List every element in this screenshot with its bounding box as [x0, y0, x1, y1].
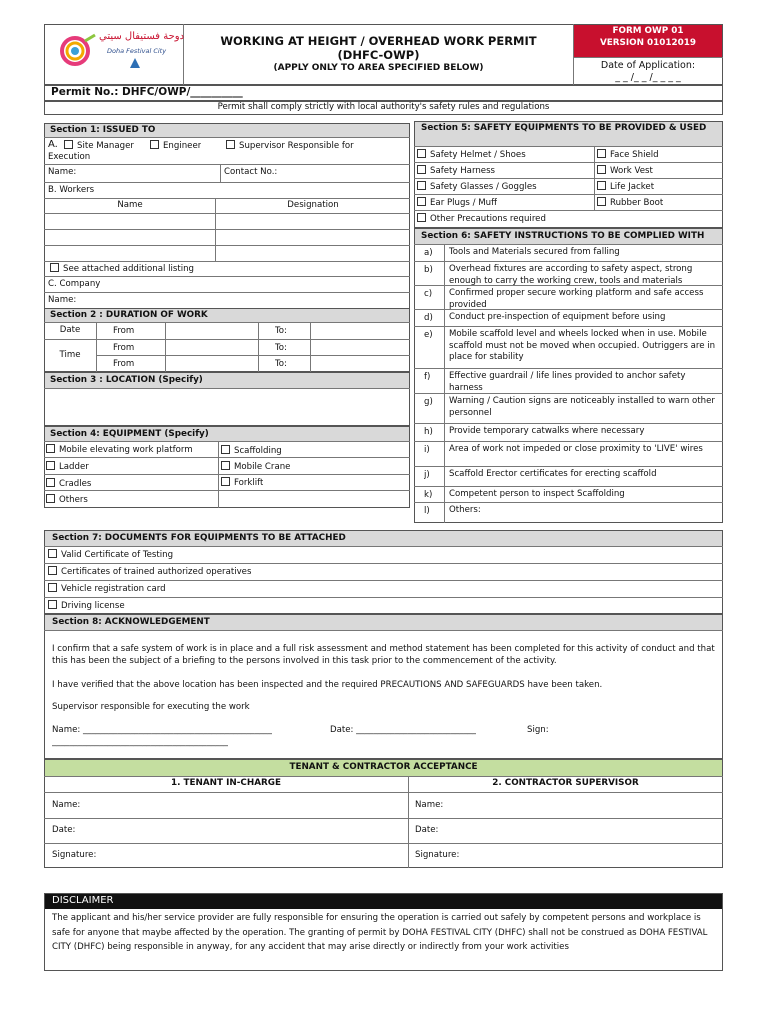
instruction-key: c) [424, 289, 433, 299]
equipment-scaffolding[interactable]: Scaffolding [221, 445, 282, 456]
ppe-face-shield[interactable]: Face Shield [597, 149, 659, 160]
instruction-text: Overhead fixtures are according to safety aspect, strong enough to carry the working crew, tools and materials [449, 264, 693, 286]
workers-col-name: Name [117, 200, 143, 210]
section1-title: Section 1: ISSUED TO [50, 125, 156, 135]
acceptance-title: TENANT & CONTRACTOR ACCEPTANCE [289, 762, 478, 772]
instruction-key: b) [424, 265, 433, 275]
checkbox[interactable] [417, 197, 426, 206]
checkbox[interactable] [48, 600, 57, 609]
instruction-key: e) [424, 330, 433, 340]
instruction-text: Warning / Caution signs are noticeably installed to warn other personnel [449, 396, 715, 418]
checkbox[interactable] [221, 445, 230, 454]
section2-title: Section 2 : DURATION OF WORK [50, 310, 208, 320]
ppe-safety-harness[interactable]: Safety Harness [417, 165, 495, 176]
disclaimer-title: DISCLAIMER [52, 895, 114, 906]
instruction-key: h) [424, 427, 433, 437]
tenant-date-field[interactable]: Date: [52, 825, 76, 835]
instruction-key: l) [424, 506, 430, 516]
date-from-label: From [113, 326, 135, 336]
contractor-date-field[interactable]: Date: [415, 825, 439, 835]
time-to-label: To: [275, 343, 287, 353]
section3-title: Section 3 : LOCATION (Specify) [50, 375, 203, 385]
equipment-forklift[interactable]: Forklift [221, 477, 263, 488]
equipment-cradles[interactable]: Cradles [46, 478, 91, 489]
checkbox[interactable] [46, 444, 55, 453]
checkbox[interactable] [417, 149, 426, 158]
checkbox[interactable] [417, 165, 426, 174]
checkbox[interactable] [597, 149, 606, 158]
checkbox[interactable] [221, 461, 230, 470]
supervisor-statement: Supervisor responsible for executing the work [52, 702, 250, 712]
checkbox[interactable] [48, 566, 57, 575]
instruction-key: g) [424, 397, 433, 407]
ppe-helmet-shoes[interactable]: Safety Helmet / Shoes [417, 149, 526, 160]
checkbox[interactable] [417, 181, 426, 190]
supervisor-checkbox[interactable] [226, 140, 235, 149]
form-code: (DHFC-OWP) [337, 48, 420, 62]
form-version: VERSION 01012019 [599, 38, 697, 48]
tenant-signature-field[interactable]: Signature: [52, 850, 97, 860]
checkbox[interactable] [597, 165, 606, 174]
instruction-text: Others: [449, 505, 481, 515]
disclaimer-header-bar [45, 894, 722, 909]
contractor-signature-field[interactable]: Signature: [415, 850, 460, 860]
engineer-option[interactable]: Engineer [150, 140, 201, 151]
ppe-glasses-goggles[interactable]: Safety Glasses / Goggles [417, 181, 537, 192]
instruction-text: Area of work not impeded or close proximity to 'LIVE' wires [449, 444, 703, 454]
equipment-ladder[interactable]: Ladder [46, 461, 89, 472]
contractor-name-field[interactable]: Name: [415, 800, 444, 810]
company-name-field[interactable]: Name: [48, 295, 77, 305]
supervisor-name-field[interactable]: Name: ____________________________________________ [52, 725, 273, 735]
supervisor-sign-field[interactable]: _________________________________________ [52, 737, 229, 747]
instruction-text: Provide temporary catwalks where necessary [449, 426, 645, 436]
company-logo: دوحة فستيفال سيتي Doha Festival City [55, 27, 180, 79]
instruction-text: Scaffold Erector certificates for erecting scaffold [449, 469, 657, 479]
doc-vehicle-registration[interactable]: Vehicle registration card [48, 583, 166, 594]
compliance-note: Permit shall comply strictly with local authority's safety rules and regulations [217, 102, 550, 112]
time-to-label-2: To: [275, 359, 287, 369]
date-of-application-label: Date of Application: [600, 60, 696, 71]
company-label: C. Company [48, 279, 101, 289]
section5-title: Section 5: SAFETY EQUIPMENTS TO BE PROVIDED & USED [421, 123, 707, 133]
time-from-label: From [113, 343, 135, 353]
checkbox[interactable] [48, 583, 57, 592]
name-field[interactable]: Name: [48, 167, 77, 177]
time-from-label-2: From [113, 359, 135, 369]
instruction-text: Competent person to inspect Scaffolding [449, 489, 625, 499]
instruction-key: a) [424, 248, 433, 258]
checkbox[interactable] [46, 461, 55, 470]
worker-row[interactable] [44, 229, 410, 230]
supervisor-date-field[interactable]: Date: ____________________________ [330, 725, 477, 735]
contractor-supervisor-heading: 2. CONTRACTOR SUPERVISOR [492, 778, 639, 788]
doc-operative-certificates[interactable]: Certificates of trained authorized operatives [48, 566, 251, 577]
equipment-others[interactable]: Others [46, 494, 88, 505]
instruction-key: f) [424, 372, 431, 382]
tenant-incharge-heading: 1. TENANT IN-CHARGE [170, 778, 282, 788]
supervisor-option-cont: Execution [48, 152, 91, 162]
verification-statement: I have verified that the above location has been inspected and the required PRECAUTIONS AND SAFEGUARDS have been taken. [52, 680, 603, 690]
checkbox[interactable] [221, 477, 230, 486]
instruction-text: Tools and Materials secured from falling [449, 247, 620, 257]
equipment-mobile-crane[interactable]: Mobile Crane [221, 461, 290, 472]
disclaimer-text: The applicant and his/her service provider are fully responsible for ensuring the operation is carried out safely by competent persons and workplace is safe for anyone that maybe affected by the operation. The granting of permit by DOHA FESTIVAL CITY (DHFC) shall not be construed as DOHA FESTIVAL CITY (DHFC) being responsible in anyway, for any accident that may arise directly or indirectly from your work activities [52, 913, 708, 952]
ppe-work-vest[interactable]: Work Vest [597, 165, 653, 176]
instruction-key: d) [424, 313, 433, 323]
doc-driving-license[interactable]: Driving license [48, 600, 125, 611]
form-number: FORM OWP 01 [612, 26, 684, 36]
instruction-text: Confirmed proper secure working platform and safe access provided [449, 288, 704, 310]
checkbox[interactable] [48, 549, 57, 558]
worker-row[interactable] [44, 245, 410, 246]
supervisor-option[interactable]: Supervisor Responsible for [226, 140, 354, 151]
section8-title: Section 8: ACKNOWLEDGEMENT [52, 617, 210, 627]
attached-listing-checkbox[interactable] [50, 263, 59, 272]
site-manager-option[interactable]: Site Manager [64, 140, 134, 151]
acknowledgement-paragraph: I confirm that a safe system of work is in place and a full risk assessment and method statement has been completed for this activity of conduct and that this has been the subject of a briefing to the persons involved in this task prior to the commencement of the activity. [52, 644, 715, 666]
form-scope-note: (APPLY ONLY TO AREA SPECIFIED BELOW) [273, 63, 484, 73]
section7-title: Section 7: DOCUMENTS FOR EQUIPMENTS TO BE ATTACHED [52, 533, 346, 543]
ppe-other-precautions[interactable]: Other Precautions required [417, 213, 546, 224]
instruction-text: Conduct pre-inspection of equipment before using [449, 312, 666, 322]
attached-listing-option[interactable]: See attached additional listing [50, 263, 194, 274]
duration-date-label: Date [59, 325, 81, 335]
instruction-key: k) [424, 490, 433, 500]
checkbox[interactable] [597, 197, 606, 206]
instruction-text: Mobile scaffold level and wheels locked when in use. Mobile scaffold must not be moved when occupied. Outriggers are in place for stability [449, 329, 716, 362]
instruction-text: Effective guardrail / life lines provided to anchor safety harness [449, 371, 686, 393]
checkbox[interactable] [597, 181, 606, 190]
location-field[interactable] [45, 389, 409, 425]
instruction-key: j) [424, 470, 430, 480]
checkbox[interactable] [417, 213, 426, 222]
equipment-mewp[interactable]: Mobile elevating work platform [46, 444, 193, 455]
tenant-name-field[interactable]: Name: [52, 800, 81, 810]
date-of-application-field[interactable]: _ _ /_ _ /_ _ _ _ [615, 72, 681, 83]
site-manager-checkbox[interactable] [64, 140, 73, 149]
workers-label: B. Workers [48, 185, 95, 195]
checkbox[interactable] [46, 494, 55, 503]
engineer-checkbox[interactable] [150, 140, 159, 149]
doc-certificate-testing[interactable]: Valid Certificate of Testing [48, 549, 173, 560]
section4-title: Section 4: EQUIPMENT (Specify) [50, 429, 209, 439]
duration-time-label: Time [59, 350, 81, 360]
ppe-life-jacket[interactable]: Life Jacket [597, 181, 654, 192]
contact-field[interactable]: Contact No.: [224, 167, 278, 177]
instruction-key: i) [424, 445, 430, 455]
supervisor-sign-label: Sign: [527, 725, 549, 735]
date-to-label: To: [275, 326, 287, 336]
workers-col-designation: Designation [287, 200, 339, 210]
form-title: WORKING AT HEIGHT / OVERHEAD WORK PERMIT [220, 34, 537, 48]
section6-title: Section 6: SAFETY INSTRUCTIONS TO BE COMPLIED WITH [421, 231, 705, 241]
issued-to-row: A. [48, 139, 58, 150]
ppe-rubber-boot[interactable]: Rubber Boot [597, 197, 663, 208]
checkbox[interactable] [46, 478, 55, 487]
ppe-ear-plugs[interactable]: Ear Plugs / Muff [417, 197, 497, 208]
permit-number-field[interactable]: Permit No.: DHFC/OWP/__________ [51, 86, 243, 98]
